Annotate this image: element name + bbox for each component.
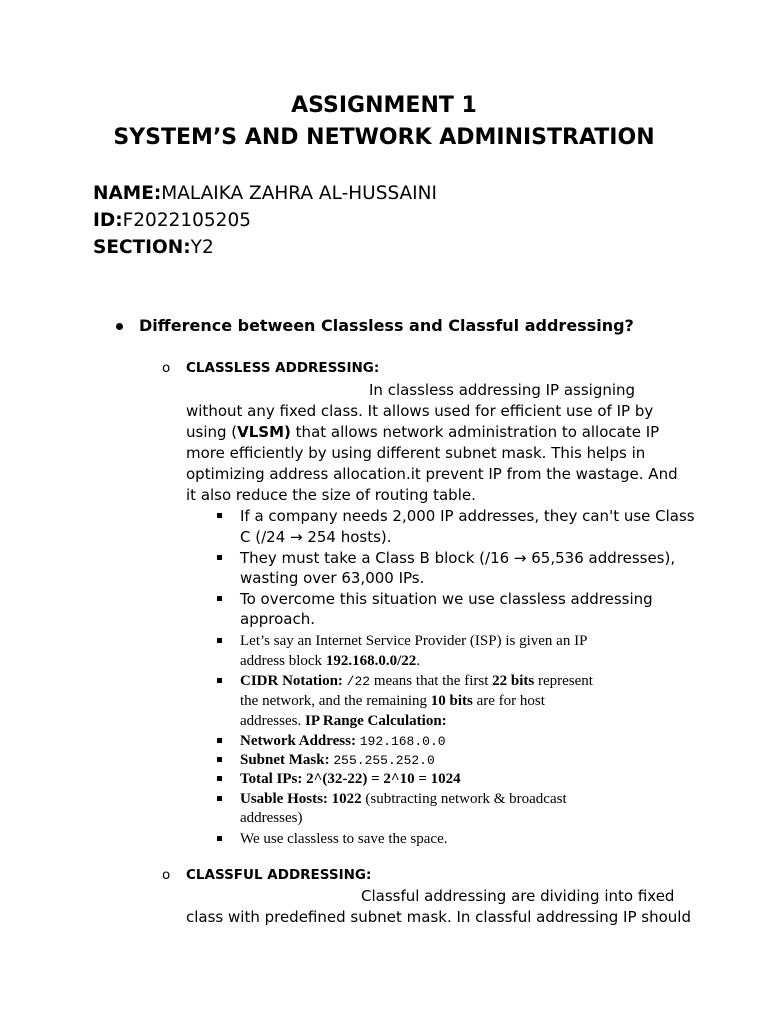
square-bullet-icon (217, 776, 222, 781)
list-item-text (240, 750, 435, 771)
cidr-post: represent (534, 673, 593, 689)
ip-block-bold: 192.168.0.0/22 (325, 653, 417, 669)
title-line-2: SYSTEM’S AND NETWORK ADMINISTRATION (113, 125, 655, 150)
square-bullet-icon (217, 555, 222, 560)
usable-hosts-label: Usable Hosts: 1022 (240, 791, 362, 807)
name-field (93, 182, 437, 206)
title-line-1: ASSIGNMENT 1 (291, 93, 477, 118)
square-bullet-icon (217, 678, 222, 683)
square-bullet-icon (217, 738, 222, 743)
question-text: Difference between Classless and Classful addressing? (139, 316, 634, 335)
cidr-value: /22 (346, 674, 371, 689)
host-post: are for host (472, 693, 545, 709)
vlsm-post: that allows network administration to allocate IP (290, 423, 660, 441)
classless-para-line: it also reduce the size of routing table. (186, 486, 476, 504)
id-label: ID: (93, 210, 123, 231)
square-bullet-icon (217, 757, 222, 762)
classless-para-line (186, 422, 659, 443)
subnet-mask-value: 255.255.252.0 (333, 753, 435, 768)
section-field (93, 236, 214, 260)
list-item-text: They must take a Class B block (/16 → 65,536 addresses), (240, 549, 676, 567)
list-item-text (240, 691, 545, 711)
list-item-text: approach. (240, 610, 315, 628)
classless-para-line: more efficiently by using different subnet mask. This helps in (186, 444, 646, 462)
bullet-dot-icon (116, 323, 123, 330)
sub-bullet-icon: o (162, 360, 171, 376)
classful-para-line: Classful addressing are dividing into fixed (361, 887, 675, 905)
ip-block-pre: address block (240, 653, 326, 669)
list-item-text (240, 731, 446, 752)
classless-para-line: optimizing address allocation.it prevent IP from the wastage. And (186, 465, 678, 483)
list-item-text: addresses) (240, 810, 303, 826)
section-label: SECTION: (93, 237, 191, 258)
list-item-text (240, 711, 447, 731)
classless-para-line: In classless addressing IP assigning (369, 381, 636, 399)
cidr-mid: means that the first (370, 673, 493, 689)
square-bullet-icon (217, 513, 222, 518)
list-item-text (240, 769, 461, 789)
sub-bullet-icon: o (162, 867, 171, 883)
square-bullet-icon (217, 638, 222, 643)
classful-heading-text: CLASSFUL ADDRESSING: (186, 867, 372, 883)
list-item-text: To overcome this situation we use classless addressing (240, 590, 653, 608)
host-bits: 10 bits (430, 693, 473, 709)
list-item-text (240, 789, 567, 809)
vlsm-bold: VLSM) (237, 423, 291, 441)
list-item-text: We use classless to save the space. (240, 831, 448, 847)
square-bullet-icon (217, 796, 222, 801)
list-item-text: C (/24 → 254 hosts). (240, 528, 392, 546)
classless-heading-text: CLASSLESS ADDRESSING: (186, 360, 380, 376)
host-pre: the network, and the remaining (240, 693, 431, 709)
classless-para-line: without any fixed class. It allows used for efficient use of IP by (186, 402, 654, 420)
section-value: Y2 (190, 237, 214, 258)
classful-para-line: class with predefined subnet mask. In classful addressing IP should (186, 908, 691, 926)
subnet-mask-label: Subnet Mask: (240, 752, 334, 768)
list-item-text: If a company needs 2,000 IP addresses, they can't use Class (240, 507, 695, 525)
network-address-value: 192.168.0.0 (359, 734, 446, 749)
ip-block-post: . (416, 653, 420, 669)
list-item-text (240, 671, 593, 692)
cidr-bits: 22 bits (492, 673, 535, 689)
name-value: MALAIKA ZAHRA AL-HUSSAINI (161, 183, 437, 204)
cidr-label: CIDR Notation: (240, 673, 347, 689)
square-bullet-icon (217, 596, 222, 601)
vlsm-pre: using ( (186, 423, 238, 441)
total-ips: Total IPs: 2^(32-22) = 2^10 = 1024 (240, 771, 461, 787)
name-label: NAME: (93, 183, 162, 204)
list-item-text: wasting over 63,000 IPs. (240, 569, 425, 587)
list-item-text: Let’s say an Internet Service Provider (ISP) is given an IP (240, 633, 588, 649)
usable-hosts-post: (subtracting network & broadcast (361, 791, 567, 807)
square-bullet-icon (217, 836, 222, 841)
id-field (93, 209, 251, 233)
range-pre: addresses. (240, 713, 305, 729)
list-item-text (240, 651, 420, 671)
network-address-label: Network Address: (240, 733, 360, 749)
range-label: IP Range Calculation: (304, 713, 447, 729)
id-value: F2022105205 (122, 210, 251, 231)
